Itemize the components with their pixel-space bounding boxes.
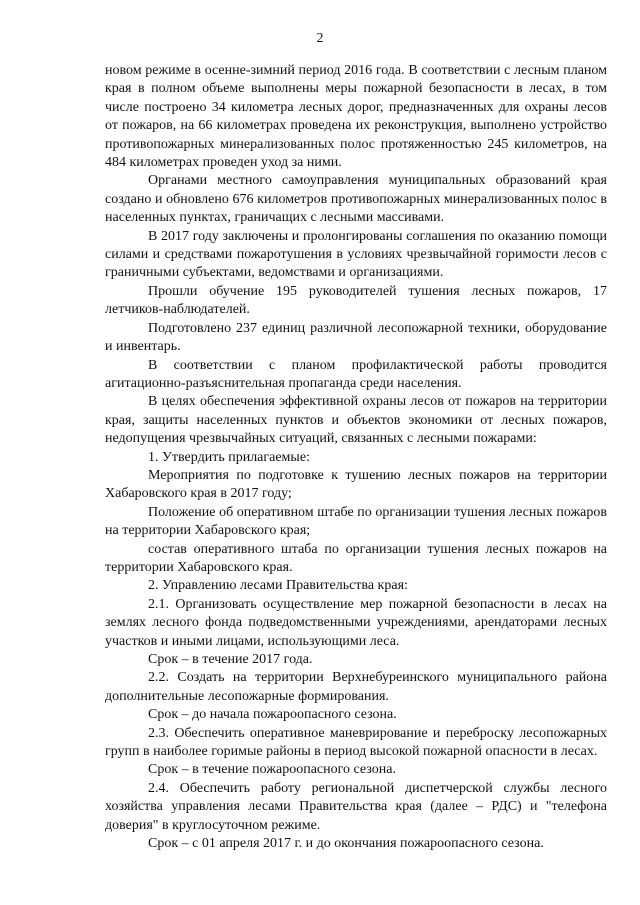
paragraph-training: Прошли обучение 195 руководителей тушения лесных пожаров, 17 летчиков-наблюдателей. — [105, 283, 607, 318]
item-1-measures: Мероприятия по подготовке к тушению лесных пожаров на территории Хабаровского края в 2017 году; — [105, 467, 607, 502]
paragraph-minerals-strips: Органами местного самоуправления муниципальных образований края создано и обновлено 676 километров противопожарных минерализованных полос в населенных пунктах, граничащих с лесными массивами. — [105, 173, 607, 226]
item-2-1-deadline: Срок – в течение 2017 года. — [148, 652, 313, 667]
item-2-heading: 2. Управлению лесами Правительства края: — [148, 578, 408, 594]
paragraph-continuation: новом режиме в осенне-зимний период 2016 года. В соответствии с лесным планом края в полном объеме выполнены меры пожарной безопасности в лесах, в том числе построено 34 километра лесных дорог, предназначенных для охраны лесов от пожаров, на 66 километрах проведена их реконструкция, выполнено устройство противопожарных минерализованных полос протяженностью 245 километров, на 484 километрах проведен уход за ними. — [105, 63, 607, 171]
paragraph-propaganda: В соответствии с планом профилактической работы проводится агитационно-разъяснительная пропаганда среди населения. — [105, 357, 607, 391]
item-2-3: 2.3. Обеспечить оперативное маневрирование и переброску лесопожарных групп в наиболее горимые районы в период высокой пожарной опасности в лесах. — [105, 725, 607, 760]
paragraph-equipment: Подготовлено 237 единиц различной лесопожарной техники, оборудование и инвентарь. — [105, 320, 607, 355]
item-2-3-deadline: Срок – в течение пожароопасного сезона. — [148, 762, 396, 778]
page-number: 2 — [316, 31, 324, 46]
item-2-1: 2.1. Организовать осуществление мер пожарной безопасности в лесах на землях лесного фонда подведомственными учреждениями, арендаторами лесных участков и иными лицами, использующими леса. — [105, 596, 607, 649]
item-2-2-deadline: Срок – до начала пожароопасного сезона. — [148, 707, 397, 723]
item-2-4: 2.4. Обеспечить работу региональной диспетчерской службы лесного хозяйства управления лесами Правительства края (далее – РДС) и "телефона доверия" в круглосуточном режиме. — [105, 780, 607, 833]
paragraph-agreements: В 2017 году заключены и пролонгированы соглашения по оказанию помощи силами и средствами пожаротушения в условиях чрезвычайной горимости лесов с граничными субъектами, ведомствами и организациями. — [105, 228, 607, 281]
paragraph-purpose: В целях обеспечения эффективной охраны лесов от пожаров на территории края, защиты населенных пунктов и объектов экономики от лесных пожаров, недопущения чрезвычайных ситуаций, связанных с лесными пожарами: — [105, 394, 607, 447]
item-1-regulation: Положение об оперативном штабе по организации тушения лесных пожаров на территории Хабаровского края; — [105, 504, 607, 539]
item-1-staff: состав оперативного штаба по организации тушения лесных пожаров на территории Хабаровского края. — [105, 541, 607, 575]
item-1-approve: 1. Утвердить прилагаемые: — [148, 449, 310, 465]
item-2-4-deadline: Срок – с 01 апреля 2017 г. и до окончания пожароопасного сезона. — [148, 836, 544, 852]
item-2-2: 2.2. Создать на территории Верхнебуреинского муниципального района дополнительные лесопожарные формирования. — [105, 670, 607, 704]
document-body — [105, 62, 607, 853]
